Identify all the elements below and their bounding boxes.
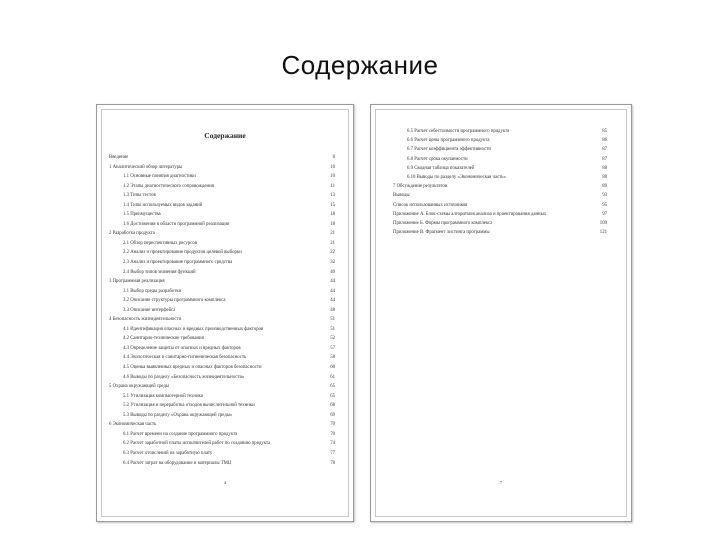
toc-entry-title: 6.2 Расчет заработной платы исполнителей работ по созданию продукта [123,441,271,447]
toc-entry-title: 3.1 Выбор среды разработки [123,288,182,294]
page-number: 4 [223,480,227,485]
toc-entry-title: 4.4 Экологическая и санитарно-гигиеническая безопасность [123,355,247,361]
toc-page-right [370,104,632,522]
toc-entry [109,153,335,163]
toc-entry-title: 6.6 Расчет цены программного продукта [407,138,490,144]
toc-entry-title: Приложение А. Блок-схемы алгоритмов анализа и проектирования данных [393,211,547,217]
toc-entry [393,228,607,237]
toc-entry-title: 2.1 Обзор переспективных ресурсов [123,240,198,246]
toc-entry-title: 3 Программная реализация [109,279,165,285]
toc-entry [109,210,335,220]
toc-entry-title: 2 Разработка продукта [109,231,155,237]
toc-entry [109,344,335,354]
toc-entry [109,220,335,230]
toc-entry-page: 74 [330,441,335,447]
toc-entry-page: 44 [330,298,335,304]
toc-entry [393,191,607,200]
toc-entry-page: 21 [330,240,335,246]
toc-entry-title: 3.2 Описание структуры программного комплекса [123,298,226,304]
toc-entry [109,334,335,344]
toc-entry-page: 52 [330,336,335,342]
toc-entry [109,258,335,268]
toc-entry-page: 77 [330,450,335,456]
toc-entry-page: 51 [330,326,335,332]
toc-entry-page: 51 [330,317,335,323]
toc-entry [393,145,607,154]
toc-entry-title: 5.1 Утилизация компьютерной техники [123,393,204,399]
toc-entry-title: 6.9 Сводная таблица показателей [407,165,475,171]
toc-entry [393,182,607,191]
toc-entry-title: 1.6 Достижения в области программной реализации [123,221,230,227]
toc-entry-title: 1.3 Типы тестов [123,193,156,199]
toc-entry-page: 109 [599,220,607,226]
toc-entry [109,201,335,211]
toc-entry [393,164,607,173]
toc-entry-title: 4 Безопасность жизнедеятельности [109,317,182,323]
toc-entry-title: Приложение В. Фрагмент листинга программы [393,230,490,236]
toc-entry-page: 44 [330,288,335,294]
toc-entry-page: 88 [602,165,607,171]
toc-entry-title: 2.4 Выбор типов значения функций [123,269,196,275]
toc-entry [109,287,335,297]
toc-list-right [393,127,607,237]
toc-entry-title: Список использованных источников [393,202,468,208]
toc-entry [109,315,335,325]
toc-entry [109,277,335,287]
toc-heading: Содержание [204,131,246,140]
toc-entry [393,173,607,182]
toc-entry [109,296,335,306]
toc-entry-page: 78 [330,460,335,466]
toc-entry-title: 5.3 Выводы по разделу «Охрана окружающей среды» [123,412,233,418]
toc-entry-title: 5.2 Утилизация и переработка отходов вычислительной техники [123,403,255,409]
toc-entry-title: 1.2 Этапы диагностического сопровождения [123,183,214,189]
slide-title: Содержание [281,50,439,80]
toc-entry [109,401,335,411]
toc-entry-page: 69 [330,412,335,418]
toc-entry-title: 1.4 Типы используемых видов заданий [123,202,203,208]
toc-entry-title: 4.5 Оценка выявленных вредных и опасных факторов безопасности [123,365,262,371]
toc-entry-title: 4.3 Определение защиты от опасных и вредных факторов [123,345,241,351]
toc-entry-page: 57 [330,345,335,351]
toc-entry-title: 6.7 Расчет коэффициента эффективности [407,147,491,153]
toc-entry-page: 70 [330,431,335,437]
toc-entry [109,353,335,363]
toc-entry-page: 58 [330,355,335,361]
toc-entry-page: 89 [602,184,607,190]
toc-entry-page: 70 [330,422,335,428]
toc-entry [109,392,335,402]
toc-entry [109,239,335,249]
toc-entry-title: 2.3 Анализ и проектирование программного средства [123,260,233,266]
toc-entry-title: 6.5 Расчет себестоимости программного продукта [407,129,510,134]
toc-entry-page: 87 [602,156,607,162]
toc-entry-title: 1.5 Преимущества [123,212,161,218]
toc-entry-page: 15 [330,202,335,208]
toc-entry-page: 61 [330,374,335,380]
toc-entry-title: 4.6 Выводы по разделу «Безопасность жизнедеятельности» [123,374,245,380]
toc-entry-title: 1 Аналитический обзор литературы [109,164,183,170]
toc-entry-page: 65 [330,384,335,390]
toc-entry-page: 22 [330,250,335,256]
toc-entry-title: 2.2 Анализ и проектирование продуктов целевой выборки [123,250,242,256]
toc-entry-page: 18 [330,212,335,218]
toc-entry-title: 6.4 Расчет затрат на оборудование и материалы ТМЦ [123,460,232,466]
toc-entry-page: 88 [602,174,607,180]
toc-entry-title: 6.1 Расчет времени на создание программного продукта [123,431,238,437]
toc-entry [109,459,335,469]
toc-entry [109,172,335,182]
toc-entry [109,325,335,335]
toc-entry-page: 60 [330,365,335,371]
toc-entry-title: Введение [109,155,129,160]
toc-entry [109,439,335,449]
toc-entry-page: 11 [330,183,335,189]
toc-entry [109,449,335,459]
toc-entry [109,363,335,373]
toc-entry-title: Выводы [393,193,410,199]
toc-entry [393,210,607,219]
toc-entry-title: 3.3 Описание интерфейса [123,307,176,313]
toc-page-left [96,104,354,522]
page-number: 7 [499,480,503,485]
toc-entry [109,306,335,316]
toc-entry-title: 4.2 Санитарно-технические требования [123,336,204,342]
toc-entry [109,382,335,392]
toc-entry-page: 97 [602,211,607,217]
toc-entry-page: 68 [330,403,335,409]
toc-entry [109,420,335,430]
toc-entry-page: 86 [602,138,607,144]
toc-entry-title: 1.1 Основные понятия диагностики [123,174,196,180]
toc-entry-page: 18 [330,221,335,227]
toc-entry-page: 10 [330,174,335,180]
toc-entry-page: 21 [330,231,335,237]
toc-entry-title: 6.3 Расчет отчислений на заработную плату [123,450,213,456]
toc-entry-page: 10 [330,164,335,170]
toc-entry-title: 5 Охрана окружающей среды [109,384,170,390]
toc-entry-page: 48 [330,307,335,313]
toc-entry-title: 7 Обсуждение результатов [393,184,448,190]
toc-entry-page: 93 [602,193,607,199]
toc-entry-page: 95 [602,202,607,208]
toc-list-left [109,153,335,468]
toc-entry [393,155,607,164]
toc-entry-title: 4.1 Идентификация опасных и вредных производственных факторов [123,326,264,332]
toc-entry [109,182,335,192]
toc-entry-page: 85 [602,129,607,134]
toc-entry-page: 13 [330,193,335,199]
toc-entry [393,201,607,210]
toc-entry [393,136,607,145]
toc-entry [109,229,335,239]
toc-entry [109,248,335,258]
toc-entry [393,219,607,228]
toc-entry-page: 121 [599,230,607,236]
toc-entry [393,127,607,136]
toc-entry [109,268,335,278]
toc-entry-page: 32 [330,260,335,266]
toc-entry-title: Приложение Б. Формы программного комплекса [393,220,493,226]
toc-entry-page: 8 [332,155,335,160]
toc-entry-title: 6.8 Расчет срока окупаемости [407,156,468,162]
toc-entry-title: 6.10 Выводы по разделу «Экономическая часть» [407,174,506,180]
toc-entry [109,373,335,383]
toc-entry-page: 44 [330,279,335,285]
toc-entry [109,191,335,201]
toc-entry-page: 40 [330,269,335,275]
toc-entry [109,430,335,440]
toc-entry [109,411,335,421]
toc-entry-title: 6 Экономическая часть [109,422,157,428]
toc-entry-page: 65 [330,393,335,399]
toc-entry [109,163,335,173]
toc-entry-page: 87 [602,147,607,153]
